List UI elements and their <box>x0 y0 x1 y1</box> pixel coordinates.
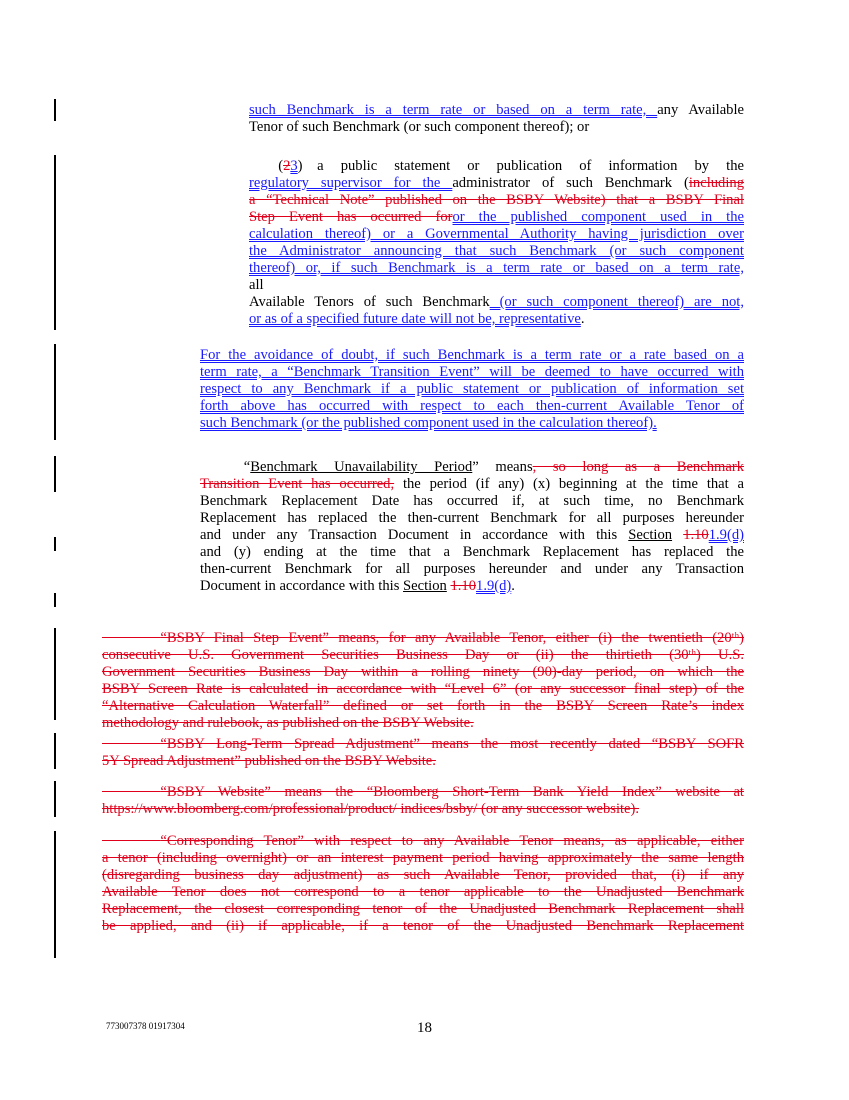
change-bar <box>54 628 56 720</box>
benchmark-unavailability-definition: “Benchmark Unavailability Period” means, so long as a Benchmark Transition Event has occurred, the period (if any) (x) beginning at the time that a Benchmark Replacement Date has occurred if, at such time, no Benchmark Replacement has replaced the then-current Benchmark for all purposes hereunder and under any Transaction Document in accordance with this Section 1.101.9(d) and (y) ending at the time that a Benchmark Replacement has replaced the then-current Benchmark for all purposes hereunder and under any Transaction Document in accordance with this Section 1.101.9(d). <box>200 459 744 594</box>
avoidance-of-doubt-paragraph: For the avoidance of doubt, if such Benchmark is a term rate or a rate based on a term rate, a “Benchmark Transition Event” will be deemed to have occurred with respect to any Benchmark if a public statement or publication of information set forth above has occurred with respect to each then-current Available Tenor of such Benchmark (or the published component used in the calculation thereof). <box>200 347 744 431</box>
change-bar <box>54 344 56 440</box>
page-number: 18 <box>417 1020 432 1036</box>
change-bar <box>54 733 56 769</box>
clause-public-statement: (23) a public statement or publication of information by the regulatory supervisor for the administrator of such Benchmark (including a “Technical Note” published on the BSBY Website) that a BSBY Final Step Event has occurred foror the published component used in the calculation thereof) or a Governmental Authority having jurisdiction over the Administrator announcing that such Benchmark (or such component thereof) or, if such Benchmark is a term rate or based on a term rate, all Available Tenors of such Benchmark (or such component thereof) are not, or as of a specified future date will not be, representative. <box>249 158 745 327</box>
deleted-bsby-website-definition: “BSBY Website” means the “Bloomberg Short-Term Bank Yield Index” website at https://www.bloomberg.com/professional/product/ indices/bsby/ (or any successor website). <box>102 784 744 817</box>
change-bar <box>54 831 56 958</box>
deleted-bsby-long-term-spread-definition: “BSBY Long-Term Spread Adjustment” means the most recently dated “BSBY SOFR 5Y Spread Adjustment” published on the BSBY Website. <box>102 736 744 769</box>
change-bar <box>54 99 56 121</box>
clause-continuation: such Benchmark is a term rate or based on a term rate, any Available Tenor of such Benchmark (or such component thereof); or <box>249 102 745 135</box>
change-bar <box>54 155 56 330</box>
change-bar <box>54 456 56 492</box>
change-bar <box>54 593 56 607</box>
deleted-bsby-final-step-event-definition: “BSBY Final Step Event” means, for any Available Tenor, either (i) the twentieth (20ᵗʰ) consecutive U.S. Government Securities Business Day or (ii) the thirtieth (30ᵗʰ) U.S. Government Securities Business Day within a rolling ninety (90)-day period, on which the BSBY Screen Rate is calculated in accordance with “Level 6” (or any successor final step) of the “Alternative Calculation Waterfall” defined or set forth in the BSBY Screen Rate’s index methodology and rulebook, as published on the BSBY Website. <box>102 630 744 731</box>
change-bar <box>54 781 56 817</box>
document-id: 773007378 01917304 <box>106 1021 185 1031</box>
deleted-corresponding-tenor-definition: “Corresponding Tenor” with respect to any Available Tenor means, as applicable, either a tenor (including overnight) or an interest payment period having approximately the same length (disregarding business day adjustment) as such Available Tenor, provided that, (i) if any Available Tenor does not correspond to a tenor applicable to the Unadjusted Benchmark Replacement, the closest corresponding tenor of the Unadjusted Benchmark Replacement shall be applied, and (ii) if applicable, if a tenor of the Unadjusted Benchmark Replacement <box>102 833 744 934</box>
change-bar <box>54 537 56 551</box>
